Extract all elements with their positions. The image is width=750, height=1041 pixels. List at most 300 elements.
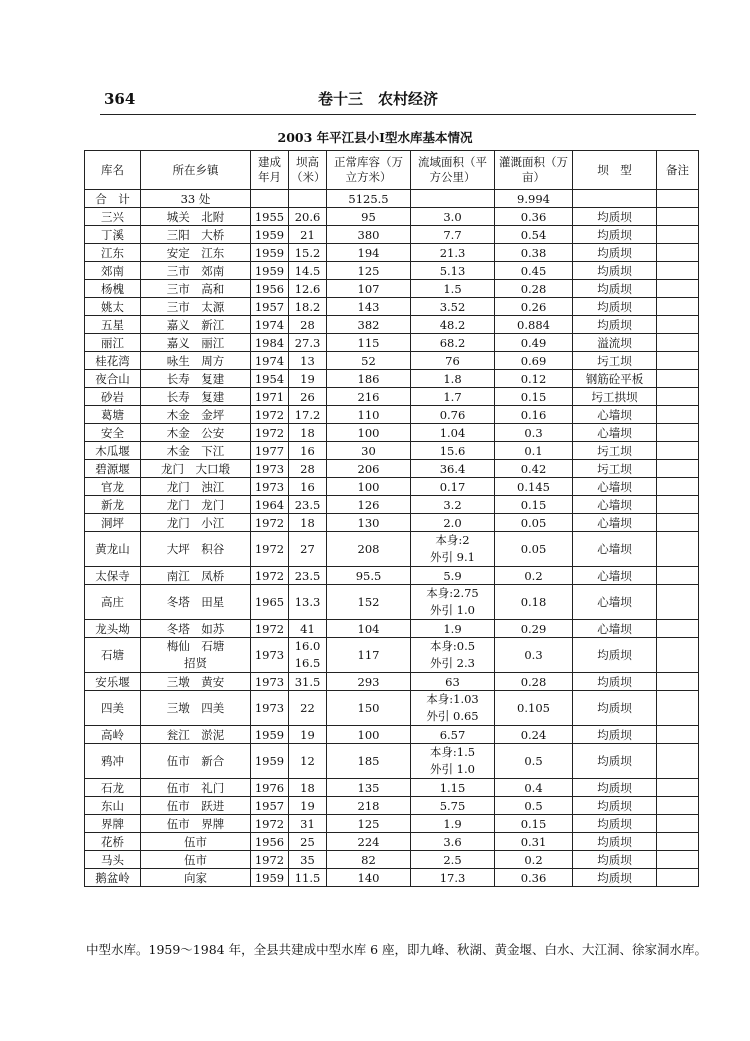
table-cell: 218 bbox=[327, 797, 411, 815]
table-cell: 185 bbox=[327, 744, 411, 779]
table-cell: 25 bbox=[289, 833, 327, 851]
table-cell: 1976 bbox=[251, 779, 289, 797]
table-cell bbox=[657, 869, 699, 887]
table-cell: 1972 bbox=[251, 424, 289, 442]
table-cell: 1972 bbox=[251, 514, 289, 532]
table-cell: 均质坝 bbox=[573, 779, 657, 797]
table-cell: 52 bbox=[327, 352, 411, 370]
table-cell bbox=[657, 779, 699, 797]
table-cell: 293 bbox=[327, 673, 411, 691]
header-cell: 坝 型 bbox=[573, 151, 657, 190]
table-cell: 1971 bbox=[251, 388, 289, 406]
table-cell: 南江 凤桥 bbox=[141, 567, 251, 585]
table-cell: 1.04 bbox=[411, 424, 495, 442]
table-cell: 0.28 bbox=[495, 673, 573, 691]
table-cell bbox=[657, 316, 699, 334]
table-cell bbox=[251, 190, 289, 208]
table-cell: 1959 bbox=[251, 869, 289, 887]
table-cell: 高岭 bbox=[85, 726, 141, 744]
table-cell bbox=[411, 190, 495, 208]
table-cell: 三墩 黄安 bbox=[141, 673, 251, 691]
table-title: 2003 年平江县小Ⅰ型水库基本情况 bbox=[277, 130, 473, 145]
table-cell: 龙门 龙门 bbox=[141, 496, 251, 514]
table-cell: 1973 bbox=[251, 691, 289, 726]
table-cell: 心墙坝 bbox=[573, 514, 657, 532]
table-cell: 鹅盆岭 bbox=[85, 869, 141, 887]
table-cell bbox=[657, 585, 699, 620]
table-cell: 0.45 bbox=[495, 262, 573, 280]
table-cell: 30 bbox=[327, 442, 411, 460]
table-cell: 28 bbox=[289, 460, 327, 478]
table-cell: 18.2 bbox=[289, 298, 327, 316]
table-cell: 均质坝 bbox=[573, 744, 657, 779]
table-cell: 钢筋砼平板 bbox=[573, 370, 657, 388]
table-cell: 1959 bbox=[251, 744, 289, 779]
table-cell: 咏生 周方 bbox=[141, 352, 251, 370]
table-cell: 7.7 bbox=[411, 226, 495, 244]
table-cell: 1959 bbox=[251, 262, 289, 280]
table-cell: 龙门 小江 bbox=[141, 514, 251, 532]
table-cell bbox=[657, 388, 699, 406]
table-cell: 1974 bbox=[251, 352, 289, 370]
table-cell bbox=[657, 226, 699, 244]
table-cell: 1977 bbox=[251, 442, 289, 460]
table-cell: 76 bbox=[411, 352, 495, 370]
table-row bbox=[85, 620, 699, 638]
table-cell: 0.69 bbox=[495, 352, 573, 370]
table-cell: 95.5 bbox=[327, 567, 411, 585]
table-cell: 1957 bbox=[251, 797, 289, 815]
table-cell: 33 处 bbox=[141, 190, 251, 208]
table-cell bbox=[657, 478, 699, 496]
table-cell: 3.52 bbox=[411, 298, 495, 316]
table-cell: 心墙坝 bbox=[573, 496, 657, 514]
table-cell: 0.24 bbox=[495, 726, 573, 744]
table-cell: 206 bbox=[327, 460, 411, 478]
table-cell: 100 bbox=[327, 726, 411, 744]
table-cell: 黄龙山 bbox=[85, 532, 141, 567]
table-cell: 溢流坝 bbox=[573, 334, 657, 352]
table-cell: 本身:1.03 外引 0.65 bbox=[411, 691, 495, 726]
table-row bbox=[85, 833, 699, 851]
table-cell: 砂岩 bbox=[85, 388, 141, 406]
table-cell: 圬工坝 bbox=[573, 352, 657, 370]
table-cell: 20.6 bbox=[289, 208, 327, 226]
table-cell: 均质坝 bbox=[573, 280, 657, 298]
table-cell bbox=[657, 244, 699, 262]
table-cell: 0.5 bbox=[495, 797, 573, 815]
header-cell: 流域面积（平方公里） bbox=[411, 151, 495, 190]
header-cell: 坝高（米） bbox=[289, 151, 327, 190]
table-row bbox=[85, 797, 699, 815]
table-cell: 石塘 bbox=[85, 638, 141, 673]
table-cell: 心墙坝 bbox=[573, 532, 657, 567]
table-cell: 5125.5 bbox=[327, 190, 411, 208]
table-cell: 1.9 bbox=[411, 620, 495, 638]
table-cell: 1956 bbox=[251, 280, 289, 298]
table-cell: 三市 太源 bbox=[141, 298, 251, 316]
table-cell bbox=[657, 424, 699, 442]
table-cell bbox=[657, 726, 699, 744]
table-row bbox=[85, 691, 699, 726]
table-cell: 26 bbox=[289, 388, 327, 406]
table-cell: 36.4 bbox=[411, 460, 495, 478]
table-cell bbox=[657, 638, 699, 673]
table-cell: 104 bbox=[327, 620, 411, 638]
table-cell: 1.8 bbox=[411, 370, 495, 388]
table-cell: 13.3 bbox=[289, 585, 327, 620]
page-number: 364 bbox=[104, 90, 136, 108]
table-row bbox=[85, 208, 699, 226]
table-cell bbox=[657, 460, 699, 478]
table-cell: 心墙坝 bbox=[573, 620, 657, 638]
table-cell: 125 bbox=[327, 262, 411, 280]
table-cell: 桂花湾 bbox=[85, 352, 141, 370]
table-cell: 江东 bbox=[85, 244, 141, 262]
table-cell: 东山 bbox=[85, 797, 141, 815]
table-cell: 1959 bbox=[251, 244, 289, 262]
table-cell: 五星 bbox=[85, 316, 141, 334]
table-cell: 18 bbox=[289, 779, 327, 797]
table-cell: 龙头坳 bbox=[85, 620, 141, 638]
table-cell: 均质坝 bbox=[573, 298, 657, 316]
table-cell: 均质坝 bbox=[573, 262, 657, 280]
table-cell: 194 bbox=[327, 244, 411, 262]
table-cell: 14.5 bbox=[289, 262, 327, 280]
table-cell: 1972 bbox=[251, 567, 289, 585]
table-cell: 0.54 bbox=[495, 226, 573, 244]
header-row bbox=[85, 151, 699, 190]
table-cell: 伍市 新合 bbox=[141, 744, 251, 779]
table-cell: 圬工坝 bbox=[573, 460, 657, 478]
table-cell: 均质坝 bbox=[573, 226, 657, 244]
table-cell: 0.105 bbox=[495, 691, 573, 726]
table-cell bbox=[657, 833, 699, 851]
table-cell: 11.5 bbox=[289, 869, 327, 887]
table-cell: 5.9 bbox=[411, 567, 495, 585]
table-cell: 嘉义 新江 bbox=[141, 316, 251, 334]
table-cell: 0.28 bbox=[495, 280, 573, 298]
table-row bbox=[85, 244, 699, 262]
table-cell: 140 bbox=[327, 869, 411, 887]
table-cell: 208 bbox=[327, 532, 411, 567]
table-cell: 2.0 bbox=[411, 514, 495, 532]
table-cell: 13 bbox=[289, 352, 327, 370]
table-cell: 0.3 bbox=[495, 638, 573, 673]
table-cell: 0.2 bbox=[495, 567, 573, 585]
table-cell: 1959 bbox=[251, 226, 289, 244]
table-cell: 150 bbox=[327, 691, 411, 726]
table-cell: 均质坝 bbox=[573, 673, 657, 691]
header-cell: 灌溉面积（万亩） bbox=[495, 151, 573, 190]
table-cell: 2.5 bbox=[411, 851, 495, 869]
table-cell: 16 bbox=[289, 478, 327, 496]
table-cell: 15.6 bbox=[411, 442, 495, 460]
table-row bbox=[85, 352, 699, 370]
table-cell: 1.7 bbox=[411, 388, 495, 406]
table-cell: 瓮江 淤泥 bbox=[141, 726, 251, 744]
header-rule bbox=[100, 114, 696, 115]
table-cell bbox=[289, 190, 327, 208]
table-cell: 安乐堰 bbox=[85, 673, 141, 691]
table-cell: 1972 bbox=[251, 532, 289, 567]
table-cell: 城关 北附 bbox=[141, 208, 251, 226]
table-row bbox=[85, 514, 699, 532]
header-cell: 库名 bbox=[85, 151, 141, 190]
table-cell: 冬塔 田星 bbox=[141, 585, 251, 620]
table-cell: 洞坪 bbox=[85, 514, 141, 532]
table-cell: 长寿 复建 bbox=[141, 388, 251, 406]
table-cell: 心墙坝 bbox=[573, 567, 657, 585]
table-cell: 0.2 bbox=[495, 851, 573, 869]
table-cell: 0.38 bbox=[495, 244, 573, 262]
table-cell: 长寿 复建 bbox=[141, 370, 251, 388]
table-cell: 1955 bbox=[251, 208, 289, 226]
table-cell: 0.31 bbox=[495, 833, 573, 851]
table-cell bbox=[657, 673, 699, 691]
table-cell bbox=[657, 620, 699, 638]
table-cell: 本身:2.75 外引 1.0 bbox=[411, 585, 495, 620]
table-cell: 伍市 跃进 bbox=[141, 797, 251, 815]
table-cell: 95 bbox=[327, 208, 411, 226]
table-cell bbox=[657, 744, 699, 779]
table-cell: 均质坝 bbox=[573, 726, 657, 744]
table-cell bbox=[657, 406, 699, 424]
table-cell: 四美 bbox=[85, 691, 141, 726]
table-cell: 1954 bbox=[251, 370, 289, 388]
table-cell: 0.4 bbox=[495, 779, 573, 797]
table-cell: 1972 bbox=[251, 851, 289, 869]
body-text: 中型水库。1959～1984 年，全县共建成中型水库 6 座，即九峰、秋湖、黄金堰、白水、大江洞、徐家洞水库。 bbox=[86, 942, 707, 957]
table-cell bbox=[657, 496, 699, 514]
table-cell bbox=[657, 334, 699, 352]
table-row bbox=[85, 298, 699, 316]
table-cell bbox=[657, 691, 699, 726]
table-cell: 圬工拱坝 bbox=[573, 388, 657, 406]
table-cell: 姚太 bbox=[85, 298, 141, 316]
table-cell: 1974 bbox=[251, 316, 289, 334]
table-cell: 嘉义 丽江 bbox=[141, 334, 251, 352]
table-cell: 0.15 bbox=[495, 815, 573, 833]
table-cell: 1973 bbox=[251, 460, 289, 478]
table-cell bbox=[657, 208, 699, 226]
table-cell: 安全 bbox=[85, 424, 141, 442]
table-cell: 夜合山 bbox=[85, 370, 141, 388]
table-cell: 18 bbox=[289, 424, 327, 442]
table-cell: 16.0 16.5 bbox=[289, 638, 327, 673]
table-cell: 0.5 bbox=[495, 744, 573, 779]
table-cell: 木金 公安 bbox=[141, 424, 251, 442]
table-cell: 0.16 bbox=[495, 406, 573, 424]
table-cell: 0.49 bbox=[495, 334, 573, 352]
table-cell bbox=[657, 352, 699, 370]
table-cell: 15.2 bbox=[289, 244, 327, 262]
table-cell: 0.42 bbox=[495, 460, 573, 478]
header-cell: 备注 bbox=[657, 151, 699, 190]
table-cell: 0.145 bbox=[495, 478, 573, 496]
table-cell: 鸦冲 bbox=[85, 744, 141, 779]
table-cell: 107 bbox=[327, 280, 411, 298]
table-cell: 1965 bbox=[251, 585, 289, 620]
table-cell: 三墩 四美 bbox=[141, 691, 251, 726]
table-cell: 高庄 bbox=[85, 585, 141, 620]
table-row bbox=[85, 585, 699, 620]
table-cell: 224 bbox=[327, 833, 411, 851]
table-cell: 100 bbox=[327, 424, 411, 442]
table-cell bbox=[657, 514, 699, 532]
table-row bbox=[85, 673, 699, 691]
reservoir-table bbox=[84, 150, 699, 887]
table-cell: 1.9 bbox=[411, 815, 495, 833]
table-cell bbox=[657, 190, 699, 208]
table-row bbox=[85, 815, 699, 833]
table-cell: 48.2 bbox=[411, 316, 495, 334]
table-row bbox=[85, 280, 699, 298]
table-cell: 23.5 bbox=[289, 496, 327, 514]
table-cell: 1972 bbox=[251, 620, 289, 638]
table-row bbox=[85, 370, 699, 388]
table-cell bbox=[657, 298, 699, 316]
table-cell: 0.884 bbox=[495, 316, 573, 334]
table-cell: 0.18 bbox=[495, 585, 573, 620]
table-cell: 伍市 bbox=[141, 851, 251, 869]
table-cell: 1984 bbox=[251, 334, 289, 352]
table-cell: 1956 bbox=[251, 833, 289, 851]
table-cell: 均质坝 bbox=[573, 833, 657, 851]
table-cell: 31 bbox=[289, 815, 327, 833]
table-cell: 均质坝 bbox=[573, 316, 657, 334]
table-cell: 三兴 bbox=[85, 208, 141, 226]
table-cell: 17.3 bbox=[411, 869, 495, 887]
table-cell: 0.3 bbox=[495, 424, 573, 442]
table-cell: 21 bbox=[289, 226, 327, 244]
table-cell: 41 bbox=[289, 620, 327, 638]
table-cell: 合 计 bbox=[85, 190, 141, 208]
header-cell: 建成年月 bbox=[251, 151, 289, 190]
table-cell: 3.0 bbox=[411, 208, 495, 226]
table-cell: 新龙 bbox=[85, 496, 141, 514]
table-cell: 115 bbox=[327, 334, 411, 352]
table-cell bbox=[657, 567, 699, 585]
table-cell: 碧源堰 bbox=[85, 460, 141, 478]
table-cell: 12.6 bbox=[289, 280, 327, 298]
table-cell bbox=[657, 797, 699, 815]
table-cell: 125 bbox=[327, 815, 411, 833]
table-cell: 本身:1.5 外引 1.0 bbox=[411, 744, 495, 779]
table-cell: 木金 下江 bbox=[141, 442, 251, 460]
table-cell: 19 bbox=[289, 370, 327, 388]
table-row bbox=[85, 226, 699, 244]
table-cell: 1959 bbox=[251, 726, 289, 744]
table-cell: 19 bbox=[289, 726, 327, 744]
table-cell: 0.05 bbox=[495, 532, 573, 567]
table-cell: 冬塔 如苏 bbox=[141, 620, 251, 638]
table-cell: 135 bbox=[327, 779, 411, 797]
table-row bbox=[85, 406, 699, 424]
table-cell: 0.17 bbox=[411, 478, 495, 496]
table-cell: 1973 bbox=[251, 673, 289, 691]
table-row bbox=[85, 851, 699, 869]
table-cell: 9.994 bbox=[495, 190, 573, 208]
table-cell: 郊南 bbox=[85, 262, 141, 280]
table-cell bbox=[657, 815, 699, 833]
table-row bbox=[85, 334, 699, 352]
table-cell: 1964 bbox=[251, 496, 289, 514]
table-cell: 伍市 bbox=[141, 833, 251, 851]
table-cell: 1.5 bbox=[411, 280, 495, 298]
table-cell: 82 bbox=[327, 851, 411, 869]
table-cell bbox=[657, 262, 699, 280]
table-cell: 大坪 积谷 bbox=[141, 532, 251, 567]
table-cell: 6.57 bbox=[411, 726, 495, 744]
table-cell: 1972 bbox=[251, 815, 289, 833]
table-cell: 界牌 bbox=[85, 815, 141, 833]
table-cell bbox=[657, 851, 699, 869]
table-cell: 68.2 bbox=[411, 334, 495, 352]
table-cell: 22 bbox=[289, 691, 327, 726]
table-cell: 木瓜堰 bbox=[85, 442, 141, 460]
table-cell: 0.12 bbox=[495, 370, 573, 388]
table-cell: 27.3 bbox=[289, 334, 327, 352]
table-cell: 17.2 bbox=[289, 406, 327, 424]
total-row bbox=[85, 190, 699, 208]
table-cell: 0.36 bbox=[495, 208, 573, 226]
table-cell: 三阳 大桥 bbox=[141, 226, 251, 244]
table-cell: 本身:0.5 外引 2.3 bbox=[411, 638, 495, 673]
table-cell: 18 bbox=[289, 514, 327, 532]
table-cell: 130 bbox=[327, 514, 411, 532]
table-cell bbox=[657, 532, 699, 567]
table-row bbox=[85, 869, 699, 887]
table-cell: 0.1 bbox=[495, 442, 573, 460]
table-cell: 木金 金坪 bbox=[141, 406, 251, 424]
table-row bbox=[85, 744, 699, 779]
table-cell: 0.36 bbox=[495, 869, 573, 887]
table-cell: 216 bbox=[327, 388, 411, 406]
table-cell: 19 bbox=[289, 797, 327, 815]
table-cell: 5.13 bbox=[411, 262, 495, 280]
table-cell: 117 bbox=[327, 638, 411, 673]
table-cell: 16 bbox=[289, 442, 327, 460]
table-cell: 12 bbox=[289, 744, 327, 779]
table-cell: 龙门 大口塅 bbox=[141, 460, 251, 478]
table-cell: 梅仙 石塘 招贤 bbox=[141, 638, 251, 673]
table-cell: 126 bbox=[327, 496, 411, 514]
table-cell: 100 bbox=[327, 478, 411, 496]
header-cell: 正常库容（万立方米） bbox=[327, 151, 411, 190]
table-cell: 丽江 bbox=[85, 334, 141, 352]
table-cell: 向家 bbox=[141, 869, 251, 887]
table-cell: 三市 郊南 bbox=[141, 262, 251, 280]
table-cell: 三市 高和 bbox=[141, 280, 251, 298]
table-cell: 均质坝 bbox=[573, 208, 657, 226]
table-row bbox=[85, 726, 699, 744]
table-cell: 63 bbox=[411, 673, 495, 691]
table-cell: 马头 bbox=[85, 851, 141, 869]
table-cell: 心墙坝 bbox=[573, 424, 657, 442]
table-cell: 丁溪 bbox=[85, 226, 141, 244]
table-row bbox=[85, 388, 699, 406]
table-cell: 心墙坝 bbox=[573, 478, 657, 496]
table-cell: 圬工坝 bbox=[573, 442, 657, 460]
running-head: 卷十三 农村经济 bbox=[318, 90, 439, 108]
table-cell: 官龙 bbox=[85, 478, 141, 496]
table-cell: 110 bbox=[327, 406, 411, 424]
table-cell: 均质坝 bbox=[573, 815, 657, 833]
table-cell: 0.15 bbox=[495, 496, 573, 514]
table-cell: 1957 bbox=[251, 298, 289, 316]
table-cell: 石龙 bbox=[85, 779, 141, 797]
